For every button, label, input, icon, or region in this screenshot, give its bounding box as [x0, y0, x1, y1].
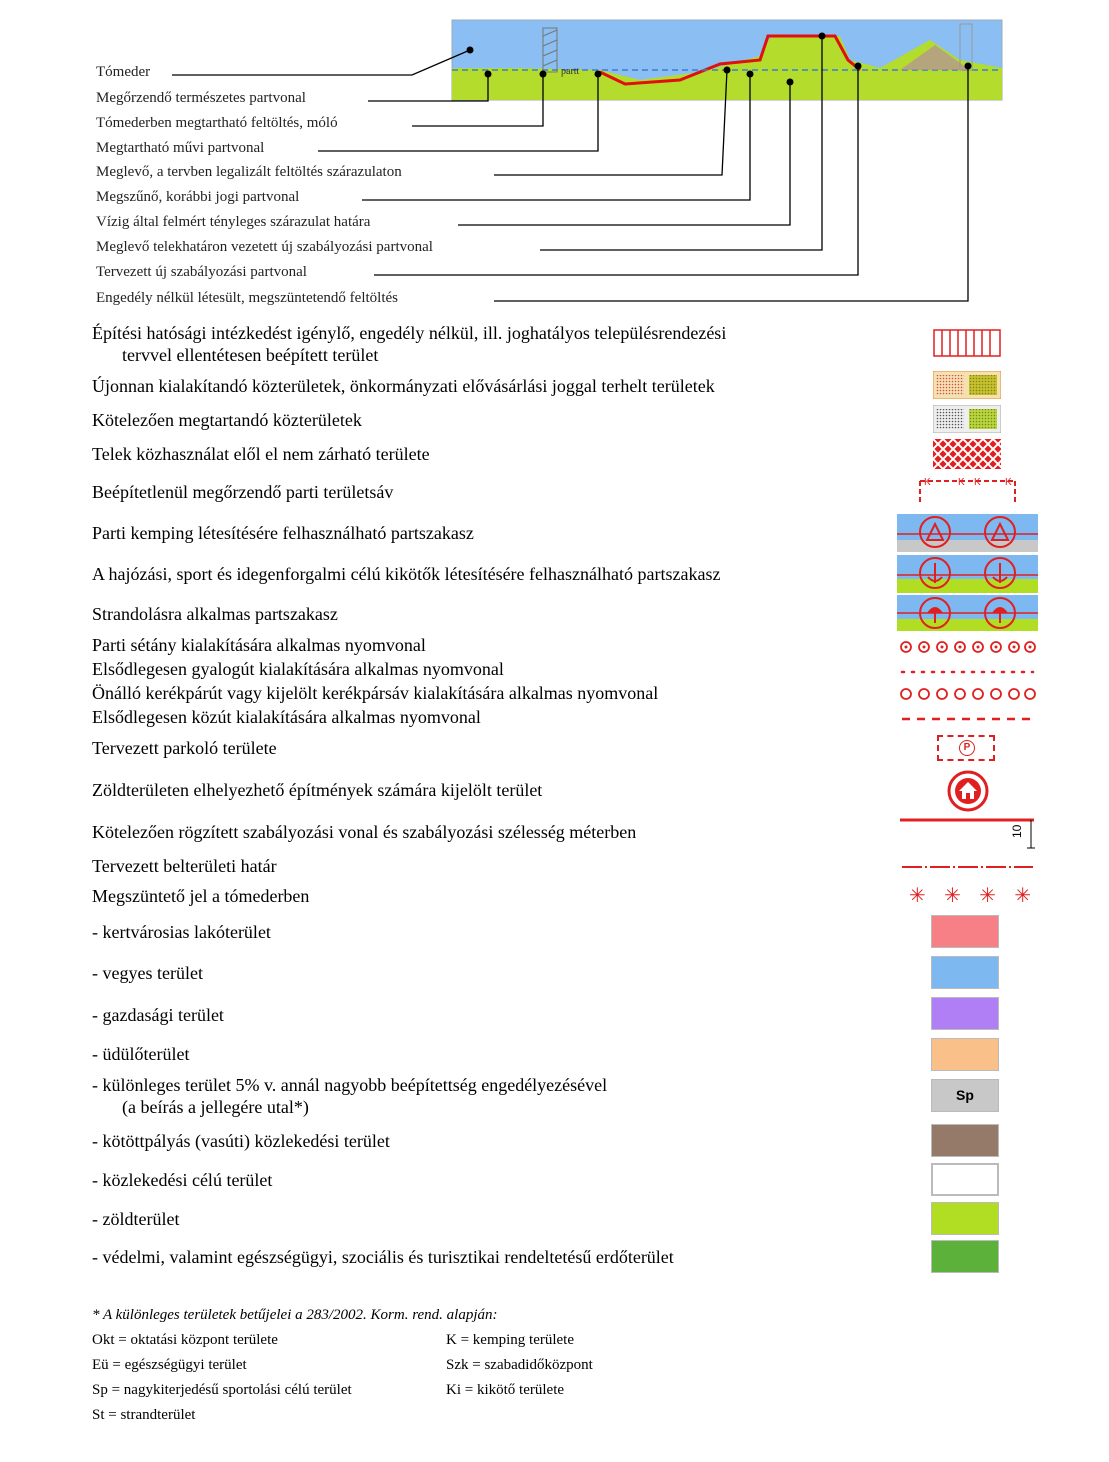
legend-item-text: - kertvárosias lakóterület — [92, 922, 271, 942]
legend-item-text: - különleges terület 5% v. annál nagyobb beépítettség engedélyezésével (a beírás a jellegére utal*) — [92, 1075, 608, 1117]
regulation-width-label: 10 — [1010, 824, 1024, 838]
dotted-line-icon — [900, 668, 1035, 676]
legend-item-text: Parti sétány kialakítására alkalmas nyomvonal — [92, 635, 426, 655]
svg-text:K: K — [1005, 477, 1012, 488]
dotted-grey-green-swatch-icon — [933, 405, 1001, 433]
legend-item-text: Zöldterületen elhelyezhető építmények számára kijelölt terület — [92, 780, 543, 800]
legend-item-text: Tervezett parkoló területe — [92, 738, 277, 758]
legend-item-text: - vegyes terület — [92, 963, 203, 983]
special-area-code: Sp — [956, 1087, 974, 1103]
footnote-item: Sp = nagykiterjedésű sportolási célú terület — [92, 1382, 352, 1398]
legend-item-text: A hajózási, sport és idegenforgalmi célú kikötők létesítésére felhasználható partszakasz — [92, 564, 721, 584]
footnote-item: Szk = szabadidőközpont — [446, 1357, 593, 1373]
dashed-line-icon — [900, 715, 1035, 723]
svg-text:K: K — [974, 477, 981, 488]
legend-item-text: Kötelezően rögzített szabályozási vonal és szabályozási szélesség méterben — [92, 822, 637, 842]
house-circle-icon — [946, 769, 990, 813]
dashed-bracket-icon — [910, 473, 1025, 509]
legend-item-text: Megszüntető jel a tómederben — [92, 886, 310, 906]
diagram-label: Engedély nélkül létesült, megszüntetendő feltöltés — [96, 290, 398, 306]
diagram-label: Tervezett új szabályozási partvonal — [96, 264, 307, 280]
diagram-label: Megszűnő, korábbi jogi partvonal — [96, 189, 300, 205]
diagram-label: Megőrzendő természetes partvonal — [96, 90, 306, 106]
color-swatch-transport — [931, 1163, 999, 1196]
footnote-item: Eü = egészségügyi terület — [92, 1357, 247, 1373]
diagram-label: Tómederben megtartható feltöltés, móló — [96, 115, 338, 131]
diagram-label: Megtartható művi partvonal — [96, 140, 265, 156]
legend-item-text: Parti kemping létesítésére felhasználható partszakasz — [92, 523, 474, 543]
anchor-icon — [897, 555, 1038, 593]
red-hatch-icon — [933, 329, 1001, 357]
asterisk-row-icon: ✳ ✳ ✳ ✳ — [909, 883, 1038, 907]
color-swatch-economic — [931, 997, 999, 1030]
footnote-item: St = strandterület — [92, 1407, 196, 1423]
circle-line-icon — [898, 687, 1036, 701]
double-circle-line-icon — [898, 640, 1036, 654]
legend-item-text: Önálló kerékpárút vagy kijelölt kerékpársáv kialakítására alkalmas nyomvonal — [92, 683, 659, 703]
legend-item-text: Építési hatósági intézkedést igénylő, engedély nélkül, ill. joghatályos településrendezési tervvel ellentétesen beépített terület — [92, 323, 727, 365]
legend-item-text: - közlekedési célú terület — [92, 1170, 273, 1190]
legend-item-text: Telek közhasználat elől el nem zárható területe — [92, 444, 430, 464]
svg-text:K: K — [924, 477, 931, 488]
red-crosshatch-icon — [933, 439, 1001, 469]
legend-item-text: - kötöttpályás (vasúti) közlekedési terület — [92, 1131, 390, 1151]
footnote-item: K = kemping területe — [446, 1332, 575, 1348]
dotted-orange-swatch-icon — [933, 371, 1001, 399]
svg-text:K: K — [958, 477, 965, 488]
color-swatch-mixed — [931, 956, 999, 989]
legend-item-text: Beépítetlenül megőrzendő parti területsáv — [92, 482, 394, 502]
footnote-title: * A különleges területek betűjelei a 283/2002. Korm. rend. alapján: — [92, 1307, 498, 1323]
legend-item-text: Tervezett belterületi határ — [92, 856, 277, 876]
legend-item-text: Újonnan kialakítandó közterületek, önkormányzati elővásárlási joggal terhelt területek — [92, 376, 715, 396]
legend-item-text: - védelmi, valamint egészségügyi, szociális és turisztikai rendeltetésű erdőterület — [92, 1247, 674, 1267]
legend-item-text: Strandolásra alkalmas partszakasz — [92, 604, 338, 624]
tent-icon — [897, 514, 1038, 552]
color-swatch-forest — [931, 1240, 999, 1273]
color-swatch-railway — [931, 1124, 999, 1157]
footnote-item: Okt = oktatási központ területe — [92, 1332, 278, 1348]
legend-item-text: - üdülőterület — [92, 1044, 190, 1064]
color-swatch-resort — [931, 1038, 999, 1071]
inset-label: partt — [561, 66, 580, 77]
parking-icon: P — [937, 735, 995, 761]
umbrella-icon — [897, 595, 1038, 631]
color-swatch-residential — [931, 915, 999, 948]
color-swatch-green — [931, 1202, 999, 1235]
dash-dot-line-icon — [900, 862, 1035, 872]
legend-item-text: - gazdasági terület — [92, 1005, 224, 1025]
diagram-label: Meglevő telekhatáron vezetett új szabályozási partvonal — [96, 239, 433, 255]
legend-item-text: Kötelezően megtartandó közterületek — [92, 410, 362, 430]
diagram-label: Tómeder — [96, 64, 151, 80]
legend-item-text: Elsődlegesen közút kialakítására alkalmas nyomvonal — [92, 707, 481, 727]
diagram-label: Vízig által felmért tényleges szárazulat határa — [96, 214, 371, 230]
footnote-item: Ki = kikötő területe — [446, 1382, 565, 1398]
legend-item-text: - zöldterület — [92, 1209, 180, 1229]
legend-item-text: Elsődlegesen gyalogút kialakítására alkalmas nyomvonal — [92, 659, 504, 679]
color-swatch-special — [931, 1079, 999, 1112]
diagram-label: Meglevő, a tervben legalizált feltöltés szárazulaton — [96, 164, 402, 180]
